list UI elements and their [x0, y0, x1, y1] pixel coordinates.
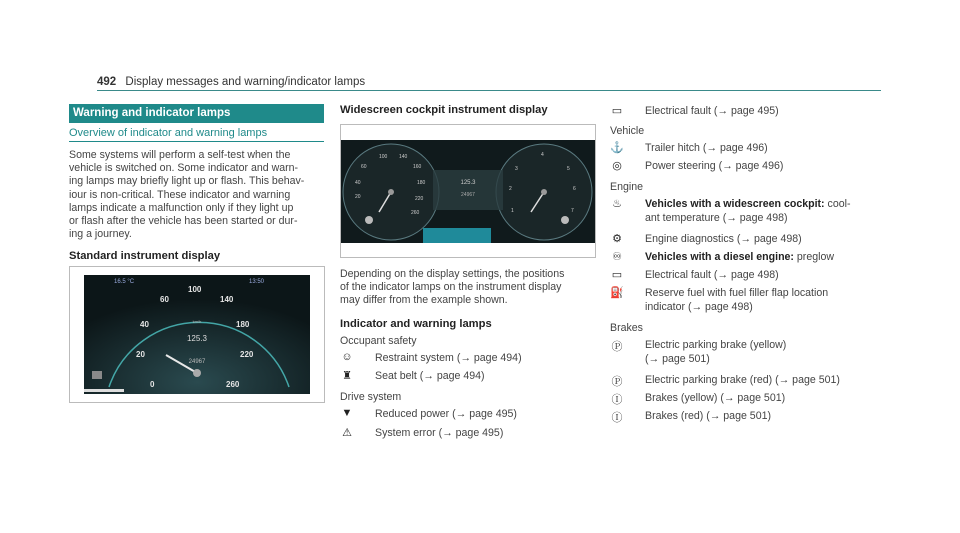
- widescreen-cluster-gauges: [341, 140, 595, 243]
- speed-tick: 260: [226, 380, 240, 389]
- brakes-yellow-item: Brakes (yellow) (→ page 501): [645, 392, 786, 404]
- brake-icon: Ⓘ: [611, 394, 623, 406]
- trailer-hitch-icon: ⚓: [610, 142, 624, 154]
- drive-system-label: Drive system: [340, 391, 402, 403]
- widescreen-caption: [340, 268, 600, 308]
- speed-tick: 220: [240, 350, 254, 359]
- wide-center-top: 125.3: [460, 180, 476, 186]
- speed-tick: 140: [220, 295, 234, 304]
- intro-line: iour is non-critical. These indicator and warning: [69, 188, 291, 201]
- epb-red-item: Electric parking brake (red) (→ page 501): [645, 374, 840, 386]
- section-title: Warning and indicator lamps: [73, 107, 231, 119]
- intro-line: Some systems will perform a self-test when the: [69, 149, 291, 161]
- speed-tick: 20: [136, 350, 145, 359]
- standard-display-heading: Standard instrument display: [69, 250, 221, 262]
- page-header: [97, 76, 365, 88]
- brake-icon: Ⓘ: [611, 412, 623, 424]
- battery-icon: ▭: [611, 105, 623, 117]
- wide-left-tick: 100: [379, 154, 388, 160]
- intro-line: ing lamps may briefly light up or flash. This behav-: [69, 175, 305, 188]
- coolant-icon: ♨: [612, 198, 622, 210]
- coolant-item: [645, 198, 850, 211]
- reduced-power-icon: ▼: [341, 407, 353, 419]
- intro-paragraph: [69, 149, 327, 241]
- wide-left-tick: 20: [355, 194, 361, 200]
- standard-cluster-gauge: [84, 275, 310, 394]
- page-header-title: Display messages and warning/indicator lamps: [125, 76, 366, 88]
- parking-brake-icon: Ⓟ: [611, 376, 623, 388]
- cluster-odometer: 24967: [188, 359, 206, 365]
- wide-left-tick: 220: [415, 196, 424, 202]
- wide-left-tick: 160: [413, 164, 422, 170]
- reserve-fuel-item-line2: indicator (→ page 498): [645, 301, 753, 313]
- epb-yellow-item-line2: (→ page 501): [645, 353, 710, 365]
- parking-brake-icon: Ⓟ: [611, 341, 623, 353]
- caption-line: may differ from the example shown.: [340, 294, 508, 307]
- preglow-item: [645, 251, 834, 264]
- subheading-rule: [69, 141, 324, 142]
- widescreen-image-frame: [340, 124, 596, 258]
- wide-center-panel: [423, 228, 491, 243]
- brakes-red-item: Brakes (red) (→ page 501): [645, 410, 772, 422]
- engine-label: Engine: [610, 181, 643, 193]
- fuel-icon: ⛽: [610, 287, 624, 299]
- wide-right-tick: 4: [541, 152, 544, 158]
- speed-tick: 60: [160, 295, 169, 304]
- wide-left-tick: 60: [361, 164, 367, 170]
- standard-cluster: [84, 275, 310, 394]
- occupant-safety-label: Occupant safety: [340, 335, 417, 347]
- cluster-center-value: 125.3: [186, 334, 208, 343]
- intro-line: ing a journey.: [69, 228, 132, 241]
- seatbelt-item: Seat belt (→ page 494): [375, 370, 485, 382]
- wide-left-tick: 180: [417, 180, 426, 186]
- epb-yellow-item: Electric parking brake (yellow): [645, 339, 787, 351]
- caption-line: Depending on the display settings, the positions: [340, 268, 565, 280]
- page-number: 492: [97, 76, 117, 88]
- speed-tick: 40: [140, 320, 149, 329]
- vehicle-label: Vehicle: [610, 125, 645, 137]
- engine-diagnostics-item: Engine diagnostics (→ page 498): [645, 233, 802, 245]
- wide-left-lamp: [365, 216, 373, 224]
- wide-right-tick: 2: [509, 186, 512, 192]
- intro-line: lamps indicate a malfunction only if they light up: [69, 201, 294, 214]
- preglow-item-condition: Vehicles with a diesel engine:: [645, 251, 794, 263]
- coolant-item-text: cool-: [824, 198, 851, 210]
- cluster-temp: 16.5 °C: [114, 279, 135, 285]
- widescreen-heading: Widescreen cockpit instrument display: [340, 104, 548, 116]
- battery-icon: ▭: [611, 269, 623, 281]
- intro-line: or flash after the vehicle has been started or dur-: [69, 215, 298, 228]
- restraint-icon: ☺: [341, 351, 353, 363]
- power-steering-icon: ◎: [612, 160, 622, 172]
- header-rule: [97, 90, 881, 91]
- speed-tick: 0: [150, 380, 155, 389]
- section-title-bar: [69, 104, 324, 123]
- preglow-item-text: preglow: [793, 251, 835, 263]
- preglow-icon: ♾: [612, 251, 622, 263]
- speed-tick: 100: [188, 285, 202, 294]
- coolant-item-condition: Vehicles with a widescreen cockpit:: [645, 198, 825, 210]
- trailer-hitch-item: Trailer hitch (→ page 496): [645, 142, 768, 154]
- cluster-unit: km/h: [192, 319, 202, 324]
- brakes-label: Brakes: [610, 322, 643, 334]
- speed-tick: 180: [236, 320, 250, 329]
- engine-electrical-fault-item: Electrical fault (→ page 498): [645, 269, 779, 281]
- cluster-lamp: [92, 371, 102, 379]
- wide-left-tick: 140: [399, 154, 408, 160]
- system-error-item: System error (→ page 495): [375, 427, 504, 439]
- wide-center-bottom: 24967: [461, 192, 475, 198]
- restraint-item: Restraint system (→ page 494): [375, 352, 522, 364]
- cluster-time: 13:50: [249, 279, 265, 285]
- wide-right-tick: 3: [515, 166, 518, 172]
- wide-left-tick: 260: [411, 210, 420, 216]
- lamps-heading: Indicator and warning lamps: [340, 318, 492, 330]
- reserve-fuel-item: Reserve fuel with fuel filler flap location: [645, 287, 829, 299]
- standard-display-image-frame: [69, 266, 325, 403]
- wide-right-lamp: [561, 216, 569, 224]
- caption-line: of the indicator lamps on the instrument display: [340, 281, 562, 294]
- power-steering-item: Power steering (→ page 496): [645, 160, 784, 172]
- reduced-power-item: Reduced power (→ page 495): [375, 408, 517, 420]
- cluster-bar: [84, 389, 124, 392]
- wide-right-tick: 1: [511, 208, 514, 214]
- widescreen-cluster: [341, 140, 595, 243]
- wide-right-tick: 5: [567, 166, 570, 172]
- overview-subheading: Overview of indicator and warning lamps: [69, 127, 268, 139]
- wide-right-tick: 7: [571, 208, 574, 214]
- wide-right-tick: 6: [573, 186, 576, 192]
- seatbelt-icon: ♜: [342, 370, 352, 382]
- wide-left-tick: 40: [355, 180, 361, 186]
- engine-diagnostics-icon: ⚙: [612, 233, 622, 245]
- intro-line: vehicle is switched on. Some indicator and warn-: [69, 162, 299, 175]
- electrical-fault-item: Electrical fault (→ page 495): [645, 105, 779, 117]
- system-error-icon: ⚠: [342, 427, 352, 439]
- coolant-item-line2: ant temperature (→ page 498): [645, 212, 788, 224]
